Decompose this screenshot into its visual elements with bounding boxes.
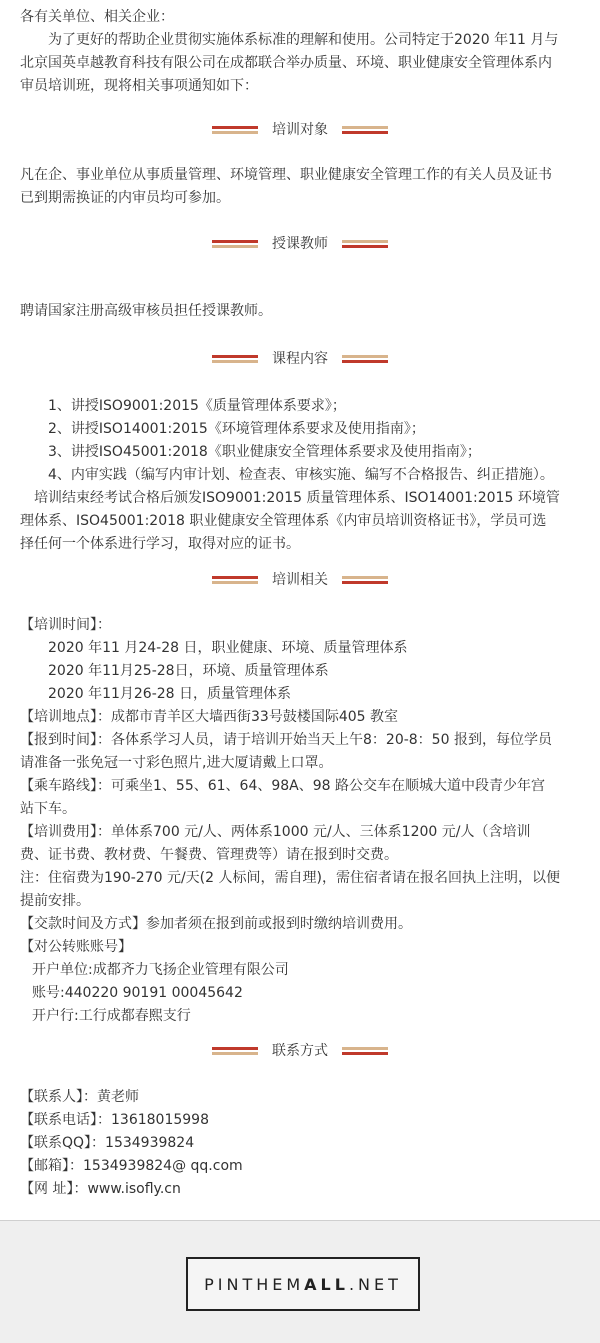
intro-line: 审员培训班，现将相关事项通知如下： [20, 78, 258, 94]
paragraph-line: 择任何一个体系进行学习，取得对应的证书。 [20, 536, 300, 552]
bank-line: 账号:440220 90191 00045642 [32, 985, 243, 1001]
section-title: 联系方式 [272, 1043, 328, 1059]
heading-right-ornament [342, 126, 388, 135]
info-line: 【报到时间】：各体系学习人员，请于培训开始当天上午8：20-8：50 报到，每位学员 [20, 732, 552, 748]
section-heading-related [0, 568, 600, 592]
course-item: 3、讲授ISO45001:2018《职业健康安全管理体系要求及使用指南》； [48, 444, 481, 460]
intro-line: 北京国英卓越教育科技有限公司在成都联合举办质量、环境、职业健康安全管理体系内 [20, 55, 552, 71]
info-line: 【培训费用】：单体系700 元/人、两体系1000 元/人、三体系1200 元/人（含培训 [20, 824, 531, 840]
info-line: 【培训时间】： [20, 617, 111, 633]
contact-line: 【邮箱】：1534939824@ qq.com [20, 1158, 243, 1174]
heading-left-ornament [212, 355, 258, 364]
heading-left-ornament [212, 1047, 258, 1056]
heading-left-ornament [212, 576, 258, 585]
course-item: 2、讲授ISO14001:2015《环境管理体系要求及使用指南》； [48, 421, 425, 437]
heading-right-ornament [342, 576, 388, 585]
section-title: 培训相关 [272, 572, 328, 588]
schedule-line: 2020 年11月25-28日，环境、质量管理体系 [48, 663, 329, 679]
section-heading-teachers [0, 232, 600, 256]
heading-left-ornament [212, 240, 258, 249]
bank-line: 开户行:工行成都春熙支行 [32, 1008, 191, 1024]
paragraph-line: 凡在企、事业单位从事质量管理、环境管理、职业健康安全管理工作的有关人员及证书 [20, 167, 552, 183]
info-line: 费、证书费、教材费、午餐费、管理费等）请在报到时交费。 [20, 847, 398, 863]
section-title: 培训对象 [272, 122, 328, 138]
info-line: 提前安排。 [20, 893, 90, 909]
info-line: 请准备一张免冠一寸彩色照片,进大厦请戴上口罩。 [20, 755, 333, 771]
paragraph-line: 已到期需换证的内审员均可参加。 [20, 190, 230, 206]
info-line: 【培训地点】：成都市青羊区大墙西街33号鼓楼国际405 教室 [20, 709, 398, 725]
section-heading-target [0, 118, 600, 142]
heading-right-ornament [342, 355, 388, 364]
paragraph-line: 理体系、ISO45001:2018 职业健康安全管理体系《内审员培训资格证书》，学员可选 [20, 513, 547, 529]
info-line: 站下车。 [20, 801, 76, 817]
heading-right-ornament [342, 1047, 388, 1056]
course-item: 1、讲授ISO9001:2015《质量管理体系要求》； [48, 398, 346, 414]
watermark-footer [0, 1221, 600, 1343]
info-line: 注：住宿费为190-270 元/天(2 人标间，需自理)，需住宿者请在报名回执上注明，以便 [20, 870, 560, 886]
section-heading-courses [0, 347, 600, 371]
paragraph-line: 培训结束经考试合格后颁发ISO9001:2015 质量管理体系、ISO14001:2015 环境管 [34, 490, 560, 506]
paragraph-line: 聘请国家注册高级审核员担任授课教师。 [20, 303, 272, 319]
schedule-line: 2020 年11月26-28 日，质量管理体系 [48, 686, 292, 702]
contact-line: 【联系QQ】：1534939824 [20, 1135, 195, 1151]
course-item: 4、内审实践（编写内审计划、检查表、审核实施、编写不合格报告、纠正措施）。 [48, 467, 554, 483]
info-line: 【交款时间及方式】参加者须在报到前或报到时缴纳培训费用。 [20, 916, 412, 932]
logo-text: PINTHEMALL.NET [204, 1274, 402, 1294]
contact-line: 【联系电话】：13618015998 [20, 1112, 209, 1128]
greeting: 各有关单位、相关企业： [20, 9, 174, 25]
intro-line: 为了更好的帮助企业贯彻实施体系标准的理解和使用。公司特定于2020 年11 月与 [48, 32, 559, 48]
info-line: 【对公转账账号】 [20, 939, 132, 955]
heading-left-ornament [212, 126, 258, 135]
section-title: 授课教师 [272, 236, 328, 252]
contact-line: 【网 址】：www.isofly.cn [20, 1181, 181, 1197]
info-line: 【乘车路线】：可乘坐1、55、61、64、98A、98 路公交车在顺城大道中段青少年宫 [20, 778, 546, 794]
heading-right-ornament [342, 240, 388, 249]
section-heading-contact [0, 1039, 600, 1063]
schedule-line: 2020 年11 月24-28 日，职业健康、环境、质量管理体系 [48, 640, 408, 656]
contact-line: 【联系人】：黄老师 [20, 1089, 139, 1105]
section-title: 课程内容 [272, 351, 328, 367]
pinthemall-logo [186, 1257, 420, 1311]
bank-line: 开户单位:成都齐力飞扬企业管理有限公司 [32, 962, 289, 978]
